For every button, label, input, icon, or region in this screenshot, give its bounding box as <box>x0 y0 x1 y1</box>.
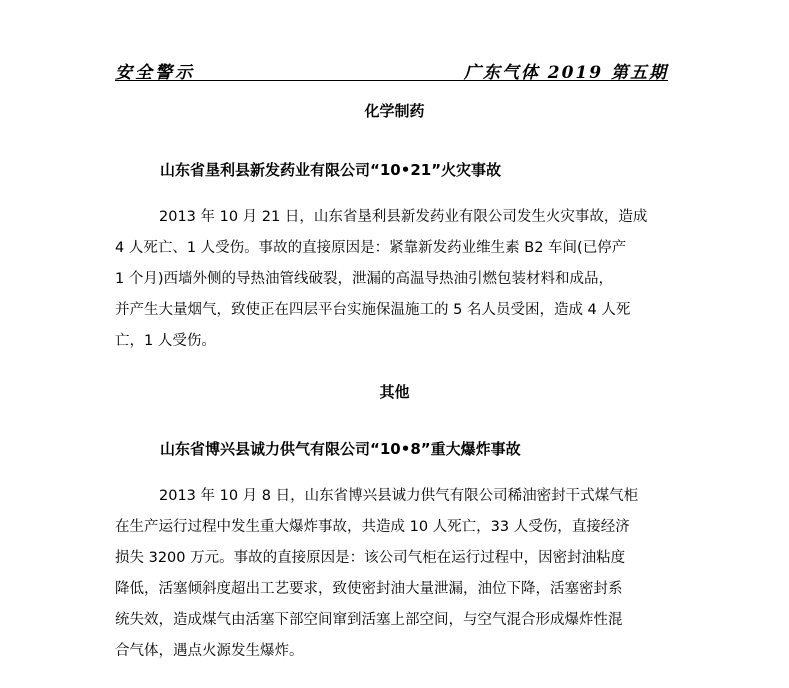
article-title-fire-accident: 山东省垦利县新发药业有限公司“10•21”火灾事故 <box>160 161 502 179</box>
body-line: 2013 年 10 月 8 日，山东省博兴县诚力供气有限公司稀油密封干式煤气柜 <box>159 488 639 504</box>
section-title-chemical-pharma: 化学制药 <box>364 102 425 120</box>
body-line: 2013 年 10 月 21 日，山东省垦利县新发药业有限公司发生火灾事故，造成 <box>159 209 648 225</box>
body-line: 合气体，遇点火源发生爆炸。 <box>115 643 304 659</box>
body-line: 4 人死亡、1 人受伤。事故的直接原因是：紧靠新发药业维生素 B2 车间(已停产 <box>115 240 627 256</box>
article-body-explosion-accident <box>115 481 668 667</box>
body-line: 统失效，造成煤气由活塞下部空间窜到活塞上部空间，与空气混合形成爆炸性混 <box>115 612 623 628</box>
article-body-fire-accident <box>115 202 668 357</box>
body-line: 1 个月)西墙外侧的导热油管线破裂，泄漏的高温导热油引燃包装材料和成品， <box>115 271 613 287</box>
header-section-label: 安全警示 <box>115 63 195 83</box>
page-header <box>115 54 668 81</box>
body-line: 在生产运行过程中发生重大爆炸事故，共造成 10 人死亡，33 人受伤，直接经济 <box>115 519 630 535</box>
header-publication-label: 广东气体 2019 第五期 <box>463 63 668 83</box>
body-line: 损失 3200 万元。事故的直接原因是：该公司气柜在运行过程中，因密封油粘度 <box>115 550 626 566</box>
body-line: 降低，活塞倾斜度超出工艺要求，致使密封油大量泄漏，油位下降，活塞密封系 <box>115 581 623 597</box>
body-line: 并产生大量烟气，致使正在四层平台实施保温施工的 5 名人员受困，造成 4 人死 <box>115 302 631 318</box>
body-line: 亡，1 人受伤。 <box>115 333 216 349</box>
article-title-explosion-accident: 山东省博兴县诚力供气有限公司“10•8”重大爆炸事故 <box>160 440 521 458</box>
section-title-other: 其他 <box>379 383 410 401</box>
